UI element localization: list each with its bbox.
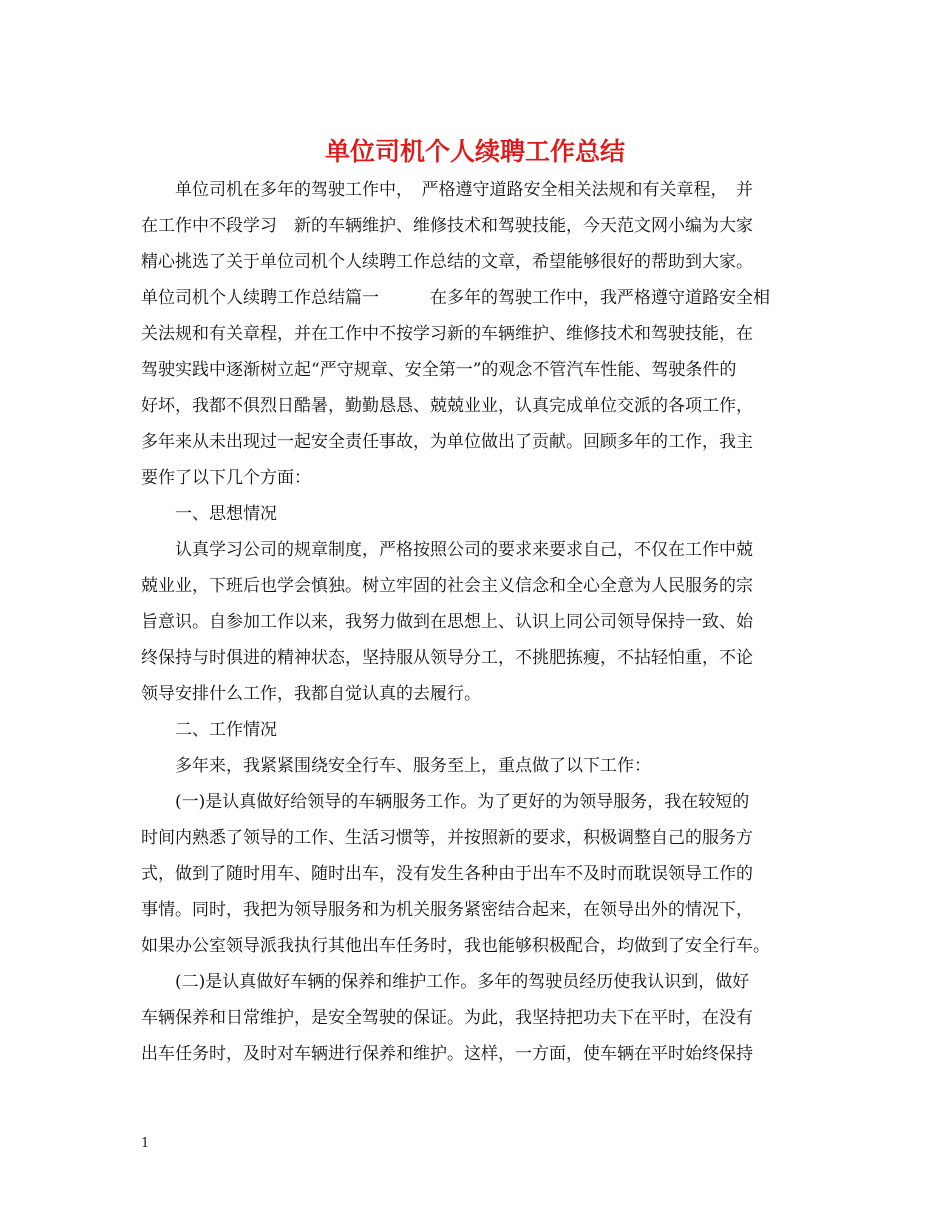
section-heading: 一、思想情况 — [141, 504, 277, 524]
body-line: 车辆保养和日常维护，是安全驾驶的保证。为此，我坚持把功夫下在平时，在没有 — [141, 1008, 753, 1028]
body-line: 如果办公室领导派我执行其他出车任务时，我也能够积极配合，均做到了安全行车。 — [141, 936, 770, 956]
body-line: (一)是认真做好给领导的车辆服务工作。为了更好的为领导服务，我在较短的 — [141, 792, 750, 812]
body-line: 驾驶实践中逐渐树立起“严守规章、安全第一”的观念不管汽车性能、驾驶条件的 — [141, 360, 737, 380]
body-line: 精心挑选了关于单位司机个人续聘工作总结的文章，希望能够很好的帮助到大家。 — [141, 252, 753, 272]
body-line: 式，做到了随时用车、随时出车，没有发生各种由于出车不及时而耽误领导工作的 — [141, 864, 753, 884]
body-line: 单位司机个人续聘工作总结篇一 在多年的驾驶工作中，我严格遵守道路安全相 — [141, 288, 770, 308]
body-line: 旨意识。自参加工作以来，我努力做到在思想上、认识上同公司领导保持一致、始 — [141, 612, 753, 632]
body-line: 认真学习公司的规章制度，严格按照公司的要求来要求自己，不仅在工作中兢 — [141, 540, 753, 560]
body-line: 领导安排什么工作，我都自觉认真的去履行。 — [141, 684, 481, 704]
body-line: 兢业业，下班后也学会慎独。树立牢固的社会主义信念和全心全意为人民服务的宗 — [141, 576, 753, 596]
page-number: 1 — [141, 1136, 150, 1151]
body-line: 要作了以下几个方面： — [141, 468, 311, 488]
body-line: 出车任务时，及时对车辆进行保养和维护。这样，一方面，使车辆在平时始终保持 — [141, 1044, 753, 1064]
body-line: 事情。同时，我把为领导服务和为机关服务紧密结合起来，在领导出外的情况下， — [141, 900, 753, 920]
document-title: 单位司机个人续聘工作总结 — [324, 137, 625, 166]
body-line: 时间内熟悉了领导的工作、生活习惯等，并按照新的要求，积极调整自己的服务方 — [141, 828, 753, 848]
body-line: 单位司机在多年的驾驶工作中， 严格遵守道路安全相关法规和有关章程， 并 — [141, 180, 753, 200]
body-line: 多年来从未出现过一起安全责任事故，为单位做出了贡献。回顾多年的工作，我主 — [141, 432, 753, 452]
body-line: 关法规和有关章程，并在工作中不按学习新的车辆维护、维修技术和驾驶技能，在 — [141, 324, 753, 344]
body-line: 好坏，我都不俱烈日酷暑，勤勤恳恳、兢兢业业，认真完成单位交派的各项工作， — [141, 396, 753, 416]
body-line: 多年来，我紧紧围绕安全行车、服务至上，重点做了以下工作： — [141, 756, 651, 776]
body-line: 终保持与时俱进的精神状态，坚持服从领导分工，不挑肥拣瘦，不拈轻怕重，不论 — [141, 648, 753, 668]
section-heading: 二、工作情况 — [141, 720, 277, 740]
body-line: 在工作中不段学习 新的车辆维护、维修技术和驾驶技能，今天范文网小编为大家 — [141, 216, 753, 236]
body-line: (二)是认真做好车辆的保养和维护工作。多年的驾驶员经历使我认识到，做好 — [141, 972, 750, 992]
